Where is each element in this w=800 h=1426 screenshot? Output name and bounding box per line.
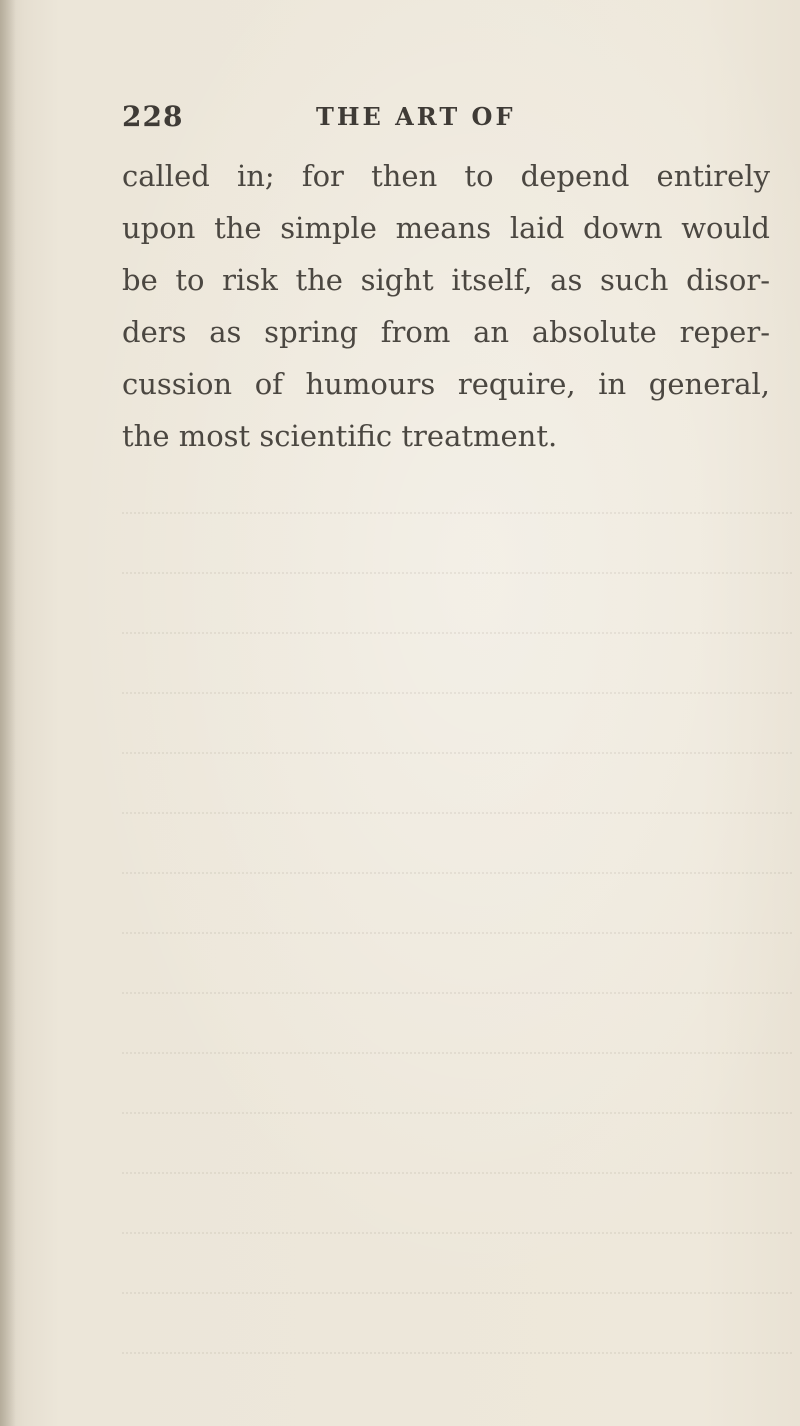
text-line: cussion of humours require, in general,	[122, 367, 770, 401]
body-text	[122, 150, 770, 462]
page-number: 228	[122, 100, 184, 133]
text-line: ders as spring from an absolute reper-	[122, 315, 770, 349]
running-title: THE ART OF	[316, 102, 516, 131]
text-line: upon the simple means laid down would	[122, 211, 770, 245]
text-line: called in; for then to depend entirely	[122, 159, 770, 193]
text-line: the most scientific treatment.	[122, 419, 558, 453]
show-through-texture	[122, 460, 792, 1380]
page-header	[122, 100, 682, 140]
spine-shadow	[0, 0, 16, 1426]
text-line: be to risk the sight itself, as such disor-	[122, 263, 770, 297]
